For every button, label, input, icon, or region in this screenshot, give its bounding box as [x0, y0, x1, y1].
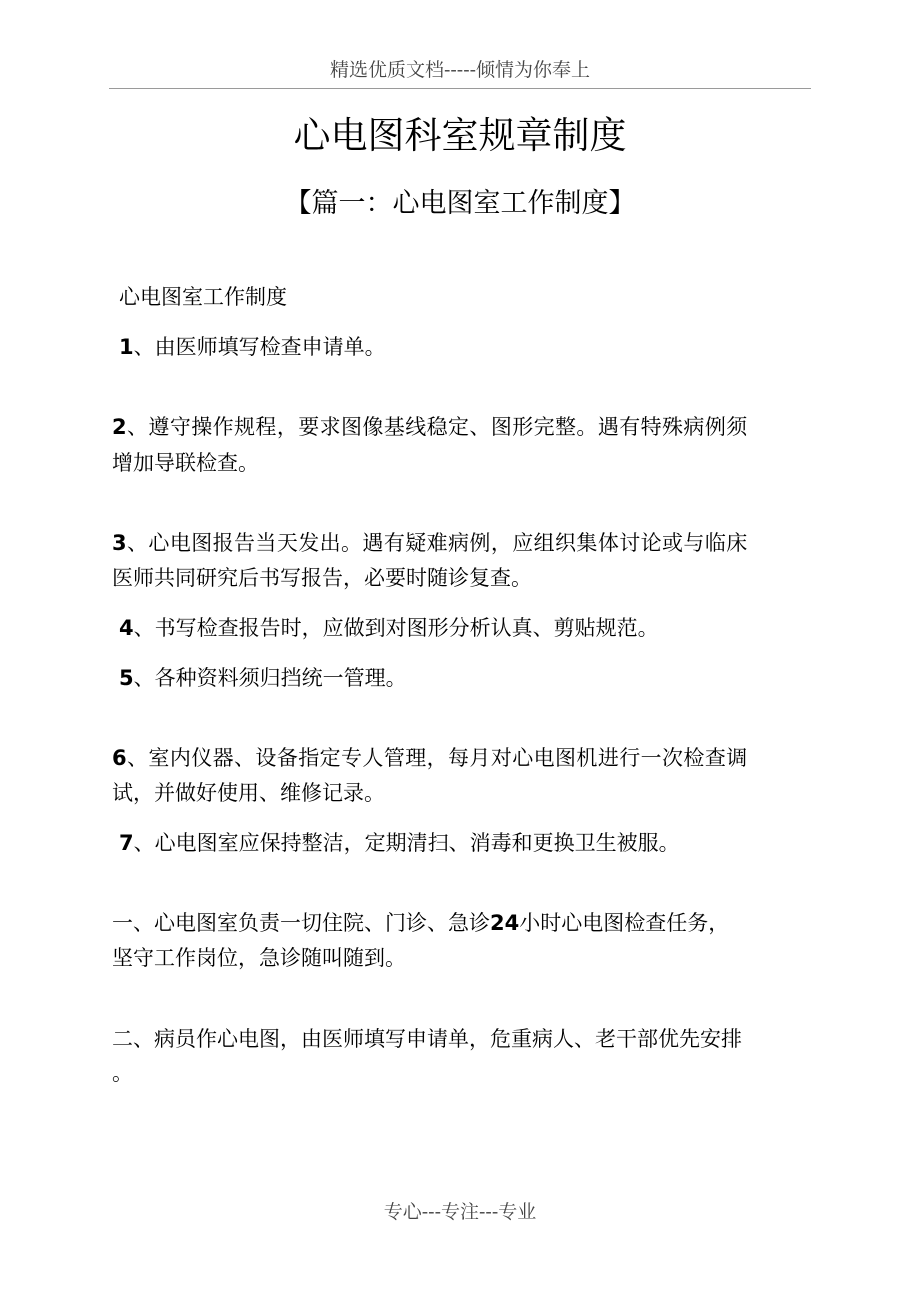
item-number: 5 — [119, 666, 134, 690]
item-text: 、心电图室应保持整洁，定期清扫、消毒和更换卫生被服。 — [133, 831, 680, 855]
list-item — [119, 333, 386, 361]
list-item — [112, 744, 748, 772]
item-text: 、书写检查报告时，应做到对图形分析认真、剪贴规范。 — [133, 616, 659, 640]
rule-text: 小时心电图检查任务， — [519, 911, 730, 935]
rule-number: 24 — [490, 911, 520, 935]
header-divider — [109, 88, 811, 89]
item-text: 、由医师填写检查申请单。 — [133, 335, 386, 359]
section-heading: 心电图室工作制度 — [119, 285, 287, 309]
item-continuation: 医师共同研究后书写报告，必要时随诊复查。 — [112, 566, 532, 590]
list-item — [112, 413, 748, 441]
item-number: 4 — [119, 616, 134, 640]
item-number: 1 — [119, 335, 134, 359]
rule-item: 二、病员作心电图，由医师填写申请单，危重病人、老干部优先安排 — [112, 1027, 742, 1051]
document-title: 心电图科室规章制度 — [293, 114, 627, 157]
list-item — [119, 829, 680, 857]
rule-continuation: 。 — [112, 1061, 133, 1085]
document-subtitle: 【篇一：心电图室工作制度】 — [284, 188, 636, 219]
page-header: 精选优质文档-----倾情为你奉上 — [329, 59, 591, 81]
item-text: 、心电图报告当天发出。遇有疑难病例，应组织集体讨论或与临床 — [127, 531, 748, 555]
rule-text: 一、心电图室负责一切住院、门诊、急诊 — [112, 911, 490, 935]
page-footer: 专心---专注---专业 — [383, 1201, 537, 1223]
item-number: 6 — [112, 746, 128, 770]
rule-continuation: 坚守工作岗位，急诊随叫随到。 — [112, 946, 406, 970]
item-text: 、遵守操作规程，要求图像基线稳定、图形完整。遇有特殊病例须 — [127, 415, 748, 439]
item-number: 3 — [112, 531, 128, 555]
item-continuation: 试，并做好使用、维修记录。 — [112, 781, 385, 805]
item-text: 、室内仪器、设备指定专人管理，每月对心电图机进行一次检查调 — [127, 746, 748, 770]
item-number: 2 — [112, 415, 128, 439]
item-text: 、各种资料须归挡统一管理。 — [133, 666, 407, 690]
item-number: 7 — [119, 831, 134, 855]
item-continuation: 增加导联检查。 — [112, 451, 259, 475]
list-item — [119, 614, 659, 642]
list-item — [119, 664, 407, 692]
list-item — [112, 529, 748, 557]
rule-item — [112, 909, 729, 937]
